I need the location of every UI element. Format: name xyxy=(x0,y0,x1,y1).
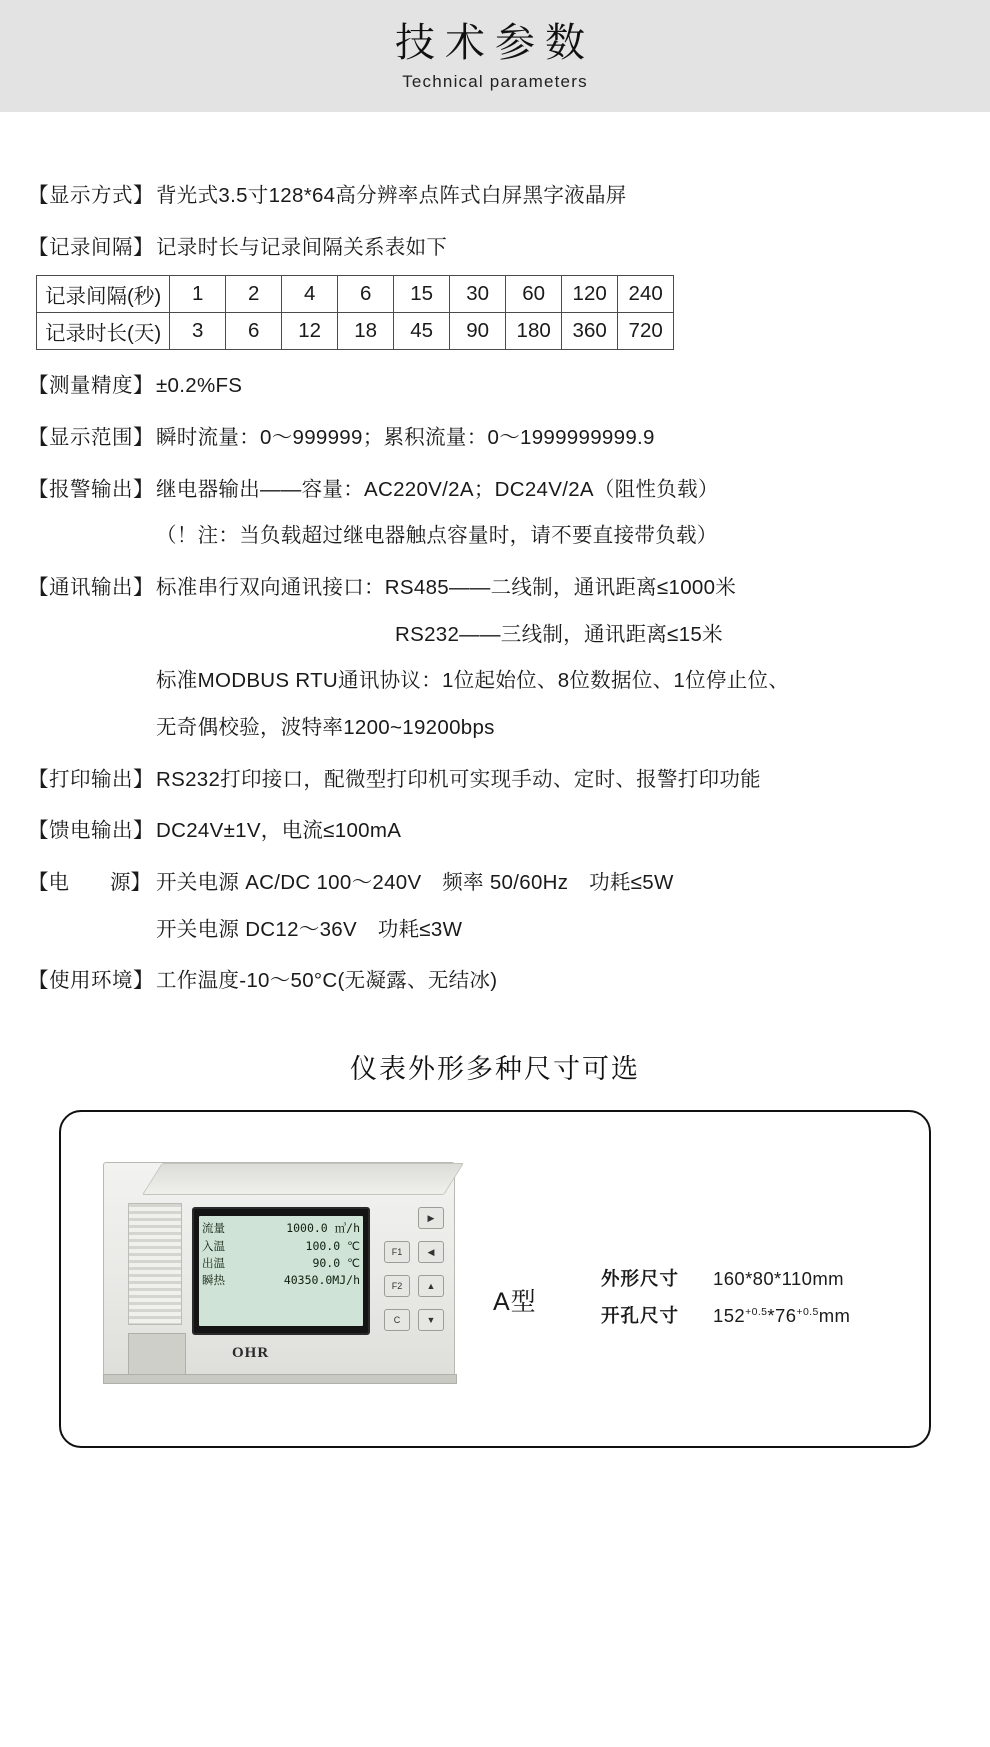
spec-label: 【记录间隔】 xyxy=(28,235,154,259)
dimension-row-cutout xyxy=(601,1297,850,1334)
device-body xyxy=(103,1162,455,1376)
interval-table-wrapper xyxy=(36,275,960,350)
lcd-row-label: 流量 xyxy=(202,1221,225,1236)
dimension-row-outer xyxy=(601,1260,850,1297)
key-c: C xyxy=(384,1309,410,1331)
spec-value: 工作温度-10～50°C(无凝露、无结冰) xyxy=(156,969,498,993)
table-cell: 2 xyxy=(226,276,282,313)
device-terminal-block xyxy=(128,1333,186,1375)
spec-label: 【打印输出】 xyxy=(28,767,154,791)
table-cell: 60 xyxy=(506,276,562,313)
table-cell: 90 xyxy=(450,313,506,350)
cutout-height: *76 xyxy=(767,1305,797,1327)
spec-value: RS232打印接口，配微型打印机可实现手动、定时、报警打印功能 xyxy=(156,767,761,791)
table-cell: 360 xyxy=(562,313,618,350)
spec-value-note: （！注：当负载超过继电器触点容量时，请不要直接带负载） xyxy=(156,524,718,548)
cutout-unit: mm xyxy=(818,1305,851,1327)
table-cell: 15 xyxy=(394,276,450,313)
device-model-label: A型 xyxy=(493,1288,537,1317)
lcd-row-value: 100.0 ℃ xyxy=(305,1238,360,1253)
spec-value: ±0.2%FS xyxy=(156,374,243,398)
spec-row-alarm-output xyxy=(28,476,960,550)
table-cell: 6 xyxy=(338,276,394,313)
spec-row-environment xyxy=(28,967,960,995)
spec-value: DC24V±1V，电流≤100mA xyxy=(156,819,402,843)
key-down-icon: ▼ xyxy=(418,1309,444,1331)
spec-label: 【测量精度】 xyxy=(28,374,154,398)
table-cell: 120 xyxy=(562,276,618,313)
spec-label: 【报警输出】 xyxy=(28,477,154,501)
lcd-content xyxy=(199,1216,363,1326)
table-cell: 12 xyxy=(282,313,338,350)
spec-row-comm-output xyxy=(28,574,960,742)
spec-value-line3: 标准MODBUS RTU通讯协议：1位起始位、8位数据位、1位停止位、 xyxy=(156,669,790,693)
spec-row-record-interval xyxy=(28,234,960,262)
spec-row-print-output xyxy=(28,766,960,794)
page-header xyxy=(0,0,990,112)
table-cell: 6 xyxy=(226,313,282,350)
key-f2: F2 xyxy=(384,1275,410,1297)
table-cell: 180 xyxy=(506,313,562,350)
table-row xyxy=(37,313,674,350)
spec-row-power xyxy=(28,869,960,943)
product-panel xyxy=(59,1110,931,1448)
lcd-row xyxy=(202,1238,360,1255)
spec-list xyxy=(0,112,990,995)
table-cell: 720 xyxy=(618,313,674,350)
table-cell: 3 xyxy=(170,313,226,350)
device-brand-logo: OHR xyxy=(232,1345,270,1362)
table-cell: 18 xyxy=(338,313,394,350)
device-keypad xyxy=(380,1207,454,1357)
table-cell: 4 xyxy=(282,276,338,313)
cutout-width: 152 xyxy=(713,1305,746,1327)
lcd-row xyxy=(202,1220,360,1237)
key-f1: F1 xyxy=(384,1241,410,1263)
spec-value: 瞬时流量：0～999999；累积流量：0～1999999999.9 xyxy=(156,426,655,450)
key-left-icon: ◀ xyxy=(418,1241,444,1263)
key-up-icon: ▲ xyxy=(418,1275,444,1297)
spec-row-accuracy xyxy=(28,372,960,400)
page-title-cn: 技术参数 xyxy=(395,21,595,65)
spec-value: 开关电源 AC/DC 100～240V 频率 50/60Hz 功耗≤5W xyxy=(156,871,674,895)
page-title-en: Technical parameters xyxy=(402,72,588,91)
table-cell: 1 xyxy=(170,276,226,313)
spec-value: 继电器输出——容量：AC220V/2A；DC24V/2A（阻性负载） xyxy=(156,477,719,501)
spec-value-group xyxy=(156,869,960,943)
spec-label: 【显示方式】 xyxy=(28,184,154,207)
device-top-panel xyxy=(142,1163,464,1195)
lcd-row-value: 90.0 ℃ xyxy=(312,1256,360,1271)
lcd-row-label: 瞬热 xyxy=(202,1273,225,1288)
lcd-row-value: 1000.0 ㎥/h xyxy=(286,1221,360,1236)
section-title-sizes: 仪表外形多种尺寸可选 xyxy=(350,1054,640,1085)
spec-label: 【使用环境】 xyxy=(28,969,154,993)
cutout-height-tolerance: +0.5 xyxy=(796,1305,819,1318)
lcd-row-value: 40350.0MJ/h xyxy=(283,1273,360,1288)
spec-label: 【馈电输出】 xyxy=(28,819,154,843)
table-row-header: 记录时长(天) xyxy=(37,313,170,350)
spec-row-feed-output xyxy=(28,817,960,845)
lcd-row-label: 出温 xyxy=(202,1256,225,1271)
cutout-width-tolerance: +0.5 xyxy=(745,1305,768,1318)
spec-row-display-range xyxy=(28,424,960,452)
interval-table xyxy=(36,275,674,350)
spec-label: 【显示范围】 xyxy=(28,426,154,450)
spec-value: 记录时长与记录间隔关系表如下 xyxy=(156,235,448,259)
dimension-value: 160*80*110mm xyxy=(713,1268,844,1290)
lcd-row xyxy=(202,1272,360,1289)
table-row-header: 记录间隔(秒) xyxy=(37,276,170,313)
device-lcd-screen xyxy=(192,1207,370,1335)
device-vent-grille xyxy=(128,1203,182,1325)
dimension-label: 开孔尺寸 xyxy=(601,1305,680,1327)
spec-value-line4: 无奇偶校验，波特率1200~19200bps xyxy=(156,716,495,740)
table-cell: 30 xyxy=(450,276,506,313)
spec-value: 标准串行双向通讯接口：RS485——二线制，通讯距离≤1000米 xyxy=(156,576,737,600)
spec-value: 背光式3.5寸128*64高分辨率点阵式白屏黑字液晶屏 xyxy=(156,184,627,207)
device-illustration xyxy=(83,1148,473,1398)
spec-value-note: 开关电源 DC12～36V 功耗≤3W xyxy=(156,917,463,941)
device-base xyxy=(103,1374,457,1384)
dimension-value xyxy=(713,1297,850,1334)
key-right-icon: ▶ xyxy=(418,1207,444,1229)
spec-value-group xyxy=(156,476,960,550)
lcd-row-label: 入温 xyxy=(202,1238,225,1253)
spec-value-line2: RS232——三线制，通讯距离≤15米 xyxy=(395,622,723,646)
lcd-row xyxy=(202,1255,360,1272)
dimension-label: 外形尺寸 xyxy=(601,1268,680,1290)
table-row xyxy=(37,276,674,313)
spec-value-group xyxy=(156,574,960,742)
spec-label: 【电 源】 xyxy=(28,871,151,895)
spec-row-display-mode xyxy=(28,182,960,210)
table-cell: 240 xyxy=(618,276,674,313)
table-cell: 45 xyxy=(394,313,450,350)
spec-label: 【通讯输出】 xyxy=(28,576,154,600)
dimension-list xyxy=(601,1260,850,1334)
